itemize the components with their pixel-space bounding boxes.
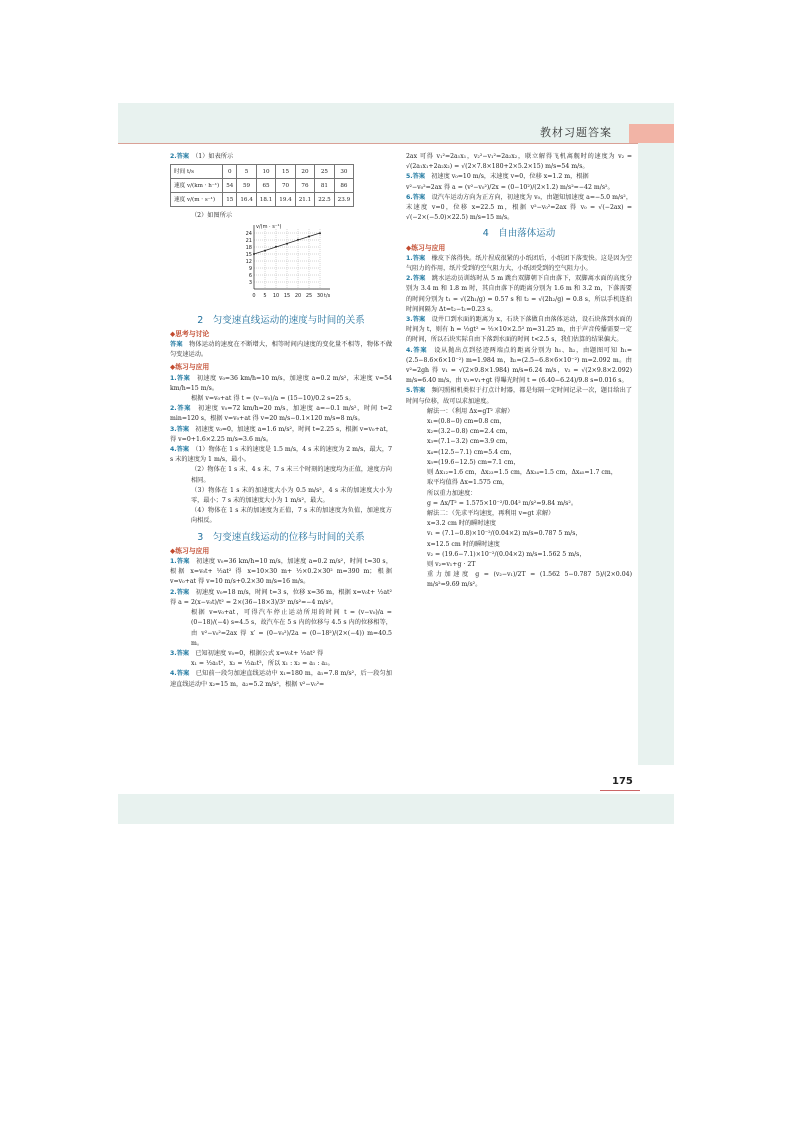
- y-tick-label: 6: [248, 273, 252, 280]
- answer-2-intro: [170, 152, 392, 162]
- answer-paragraph: 4.答案 设从抛出点到径迹两端点的距离分别为 h₁、h₂，由题图可知 h₁=(2.5−8.6×6×10⁻²) m=1.984 m，h₂=(2.5−6.8×6×10⁻²) m=2.092 m。由 v²=2gh 得 v₁ = √(2×9.8×1.984) m/s=6.24 m/s，v₂ = √(2×9.8×2.092) m/s=6.40 m/s，由 v₂=v₁+gt 得曝光时间 t = (6.40−6.24)/9.8 s=0.016 s。: [406, 346, 633, 385]
- x-tick-label: 25: [305, 293, 313, 300]
- answer-label: 3.答案: [170, 425, 190, 433]
- answer-label: 5.答案: [406, 173, 426, 181]
- x-tick-label: 15: [283, 293, 291, 300]
- table-cell: 25: [315, 165, 334, 179]
- solution-title: 解法一：（利用 Δx=gT² 求解）: [427, 407, 514, 415]
- right-column: [406, 152, 632, 591]
- solution-line: x=3.2 cm 时的瞬时速度: [427, 520, 496, 528]
- x-tick-label: 5: [263, 293, 267, 300]
- y-tick-label: 3: [248, 280, 252, 287]
- table-row: [171, 193, 354, 207]
- answer-paragraph: 6.答案 设汽车运动方向为正方向，初速度为 v₀，由题知加速度 a=−5.0 m/s²，末速度 v=0，位移 x=22.5 m，根据 v²−v₀²=2ax 得 v₀ = √(−2ax) = √(−2×(−5.0)×22.5) m/s=15 m/s。: [406, 193, 633, 222]
- solution-line: 重力加速度 g = (v₂−v₁)/2T = (1.562 5−0.787 5)/(2×0.04) m/s²=9.69 m/s²。: [427, 571, 632, 589]
- solution-line: x₂=(3.2−0.8) cm=2.4 cm，: [427, 428, 512, 436]
- table-cell: 76: [295, 179, 314, 193]
- subsection-heading: ◆练习与应用: [170, 363, 210, 372]
- table-cell: 22.5: [315, 193, 334, 207]
- table-cell: 65: [256, 179, 275, 193]
- subsection-heading: ◆思考与讨论: [170, 329, 210, 338]
- answer-label: 1.答案: [170, 374, 191, 382]
- answer-paragraph: 3.答案 设井口到水面的距离为 x，石块下落做自由落体运动，设石块落到水面的时间为 t，则有 h = ½gt² = ½×10×2.5² m=31.25 m，由于声音传播需要一定的时间，所以石块实际自由下落到水面的时间 t<2.5 s，我们估算的结果偏大。: [406, 316, 633, 344]
- header-tab-decoration: [629, 124, 674, 143]
- velocity-time-graph: [240, 223, 336, 301]
- y-tick-label: 18: [245, 245, 252, 252]
- row-header: 速度 v/(km · h⁻¹): [171, 179, 223, 193]
- answer-paragraph: 5.答案 频闪照相机类似于打点计时器，都是每隔一定时间记录一次，题目给出了时间与位移，故可以求加速度。: [406, 387, 633, 405]
- answer-label: 2.答案: [170, 405, 192, 413]
- answer-paragraph: 4.答案 （1）物体在 1 s 末的速度是 1.5 m/s，4 s 末的速度为 2 m/s，最大，7 s 末的速度为 1 m/s，最小。: [170, 446, 393, 464]
- table-cell: 70: [276, 179, 295, 193]
- x-axis-label: t/s: [324, 293, 331, 300]
- data-point: [264, 250, 266, 252]
- answer-paragraph: 根据 v=v₀+at 得 t = (v−v₀)/a = (15−10)/0.2 s=25 s。: [191, 395, 355, 403]
- table-cell: 21.1: [295, 193, 314, 207]
- solution-line: x₃=(7.1−3.2) cm=3.9 cm，: [427, 438, 512, 446]
- answer-paragraph: 5.答案 初速度 v₀=10 m/s，末速度 v=0，位移 x=1.2 m，根据: [406, 173, 589, 181]
- left-column: [170, 152, 392, 690]
- solution-line: v₂ = (19.6−7.1)×10⁻²/(0.04×2) m/s=1.562 5 m/s，: [427, 550, 586, 558]
- table-cell: 18.1: [256, 193, 275, 207]
- table-cell: 54: [223, 179, 237, 193]
- solution-title: 解法二：（先求平均速度，再利用 v=gt 求解）: [427, 509, 555, 517]
- solution-line: x₄=(12.5−7.1) cm=5.4 cm，: [427, 448, 516, 456]
- answer-label: 4.答案: [406, 346, 428, 354]
- y-tick-label: 24: [245, 231, 252, 238]
- x-tick-label: 30: [316, 293, 324, 300]
- section-title: 4 自由落体运动: [482, 228, 556, 240]
- y-tick-label: 9: [248, 266, 252, 273]
- data-point: [319, 233, 321, 235]
- table-row: [171, 165, 354, 179]
- footer-band: [118, 794, 674, 824]
- table-cell: 30: [334, 165, 353, 179]
- x-tick-label: 20: [294, 293, 302, 300]
- table-cell: 0: [223, 165, 237, 179]
- answer-label: 答案: [170, 341, 183, 349]
- answer-paragraph: （3）物体在 1 s 末的加速度大小为 0.5 m/s²，4 s 末的加速度大小为零，最小；7 s 末的加速度大小为 1 m/s²，最大。: [191, 486, 392, 505]
- page-number-rule: [600, 790, 640, 791]
- answer-paragraph: 2.答案 初速度 v₀=72 km/h=20 m/s，加速度 a=−0.1 m/s²，时间 t=2 min=120 s，根据 v=v₀+at 得 v=20 m/s−0.1×120 m/s=8 m/s。: [170, 405, 392, 423]
- y-axis-label: v/(m · s⁻¹): [256, 224, 282, 231]
- answer-label: 1.答案: [170, 558, 190, 566]
- section-title: 3 匀变速直线运动的位移与时间的关系: [197, 531, 365, 543]
- answer-paragraph: （2）物体在 1 s 末、4 s 末、7 s 末三个时刻的速度均为正值，速度方向相同。: [191, 466, 392, 484]
- solution-line: x₁=(0.8−0) cm=0.8 cm，: [427, 418, 506, 426]
- y-tick-label: 21: [245, 238, 252, 245]
- section-title: 2 匀变速直线运动的速度与时间的关系: [197, 314, 365, 326]
- answer-paragraph: 1.答案 初速度 v₀=36 km/h=10 m/s，加速度 a=0.2 m/s²，末速度 v=54 km/h=15 m/s。: [170, 374, 393, 392]
- x-tick-label: 0: [252, 293, 256, 300]
- table-row: [171, 179, 354, 193]
- answer-paragraph: 2.答案 初速度 v₀=18 m/s，时间 t=3 s，位移 x=36 m，根据 x=v₀t+ ½at² 得 a = 2(x−v₀t)/t² = 2×(36−18×3)/3² m/s²=−4 m/s²。: [170, 588, 392, 606]
- answer-label: 3.答案: [170, 649, 190, 657]
- table-cell: 86: [334, 179, 353, 193]
- solution-line: x=12.5 cm 时的瞬时速度: [427, 540, 500, 548]
- table-cell: 59: [237, 179, 256, 193]
- answer-label: 2.答案: [170, 153, 190, 160]
- answer-paragraph: 3.答案 已知初速度 v₀=0，根据公式 x=v₀t+ ½at² 得: [170, 649, 324, 657]
- page-header-title: 教材习题答案: [540, 126, 612, 139]
- y-tick-label: 12: [245, 259, 252, 266]
- answer-paragraph: v²−v₀²=2ax 得 a = (v²−v₀²)/2x = (0−10²)/(2×1.2) m/s²=−42 m/s²。: [406, 183, 614, 191]
- answer-label: 2.答案: [406, 275, 426, 283]
- answer-paragraph: 1.答案 橡皮下落得快。纸片捏成很紧的小纸团后，小纸团下落变快。这是因为空气阻力的作用，纸片受到的空气阻力大，小纸团受到的空气阻力小。: [406, 254, 633, 273]
- table-cell: 16.4: [237, 193, 256, 207]
- table-cell: 15: [223, 193, 237, 207]
- y-tick-label: 15: [245, 252, 252, 259]
- answer-paragraph: 3.答案 初速度 v₀=0，加速度 a=1.6 m/s²，时间 t=2.25 s，根据 v=v₀+at，得 v=0+1.6×2.25 m/s=3.6 m/s。: [170, 425, 393, 443]
- data-point: [308, 236, 310, 238]
- table-cell: 5: [237, 165, 256, 179]
- answer-label: 2.答案: [170, 588, 190, 596]
- solution-line: 所以重力加速度：: [427, 489, 477, 497]
- solution-line: 取平均值得 Δx=1.575 cm，: [427, 479, 509, 487]
- table-cell: 23.9: [334, 193, 353, 207]
- graph-grid: [254, 229, 320, 289]
- speed-table: [170, 164, 354, 207]
- row-header: 时间 t/s: [171, 165, 223, 179]
- data-point: [253, 253, 255, 255]
- answer-2-part2: （2）如图所示: [191, 212, 233, 220]
- answer-label: 1.答案: [406, 254, 426, 262]
- solution-line: x₅=(19.6−12.5) cm=7.1 cm，: [427, 458, 520, 466]
- answer-label: 4.答案: [170, 446, 190, 454]
- table-cell: 10: [256, 165, 275, 179]
- answer-label: 6.答案: [406, 193, 426, 201]
- answer-label: 3.答案: [406, 316, 426, 324]
- answer-label: 5.答案: [406, 387, 426, 395]
- answer-paragraph: 4.答案 已知前一段匀加速直线运动中 x₁=180 m，a₁=7.8 m/s²，后一段匀加速直线运动中 x₂=15 m，a₂=5.2 m/s²，根据 v²−v₀²=: [170, 670, 392, 688]
- x-tick-label: 10: [272, 293, 280, 300]
- answer-paragraph: （4）物体在 1 s 末的加速度为正值，7 s 末的加速度为负值，加速度方向相反。: [191, 507, 392, 525]
- solution-line: 则 Δx₁₂=1.6 cm，Δx₂₃=1.5 cm，Δx₃₄=1.5 cm，Δx₄₅=1.7 cm，: [427, 469, 617, 477]
- answer-text: （1）如表所示: [195, 153, 234, 160]
- answer-paragraph: 根据 v=v₀+at，可得汽车停止运动所用的时间 t = (v−v₀)/a = (0−18)/(−4) s=4.5 s，故汽车在 5 s 内的位移与 4.5 s 内的位移相等，由 v²−v₀²=2ax 得 x′ = (0−v₀²)/2a = (0−18²)/(2×(−4)) m=40.5 m。: [191, 609, 392, 647]
- solution-line: g = Δx/T² = 1.575×10⁻²/0.04² m/s²=9.84 m/s²。: [427, 499, 578, 507]
- table-cell: 20: [295, 165, 314, 179]
- answer-paragraph: 2ax 可得 v₁²=2a₁x₁，v₂²−v₁²=2a₂x₂，联立解得飞机离舰时的速度为 v₂ = √(2a₁x₁+2a₂x₂) = √(2×7.8×180+2×5.2×15) m/s=54 m/s。: [406, 153, 632, 171]
- row-header: 速度 v/(m · s⁻¹): [171, 193, 223, 207]
- table-cell: 81: [315, 179, 334, 193]
- data-point: [275, 246, 277, 248]
- subsection-heading: ◆练习与应用: [406, 243, 446, 252]
- table-cell: 15: [276, 165, 295, 179]
- table-cell: 19.4: [276, 193, 295, 207]
- subsection-heading: ◆练习与应用: [170, 546, 210, 555]
- answer-paragraph: 答案 物体运动的速度在不断增大，相等时间内速度的变化量不相等，物体不做匀变速运动。: [170, 341, 393, 359]
- page-number: 175: [612, 776, 633, 787]
- margin-strip: [638, 143, 674, 765]
- answer-paragraph: 2.答案 跳水运动员训练时从 5 m 跳台双脚朝下自由落下，双脚离水面的高度分别为 3.4 m 和 1.8 m 时，其自由落下的距离分别为 1.6 m 和 3.2 m，下落需要的时间分别为 t₁ = √(2h₁/g) = 0.57 s 和 t₂ = √(2h₂/g) = 0.8 s，所以手机连拍时间间隔为 Δt=t₂−t₁=0.23 s。: [406, 275, 633, 313]
- data-point: [297, 239, 299, 241]
- answer-paragraph: x₁ = ½a₁t²，x₂ = ½a₂t²，所以 x₁ : x₂ = a₁ : a₂。: [191, 660, 334, 668]
- data-point: [286, 243, 288, 245]
- answer-paragraph: 1.答案 初速度 v₀=36 km/h=10 m/s，加速度 a=0.2 m/s²，时间 t=30 s，根据 x=v₀t+ ½at² 得 x=10×30 m+ ½×0.2×30² m=390 m；根据 v=v₀+at 得 v=10 m/s+0.2×30 m/s=16 m/s。: [170, 558, 393, 586]
- header-divider: [118, 143, 674, 144]
- answer-label: 4.答案: [170, 670, 190, 678]
- solution-line: v₁ = (7.1−0.8)×10⁻²/(0.04×2) m/s=0.787 5 m/s，: [427, 530, 582, 538]
- solution-line: 则 v₂=v₁+g · 2T: [427, 560, 476, 568]
